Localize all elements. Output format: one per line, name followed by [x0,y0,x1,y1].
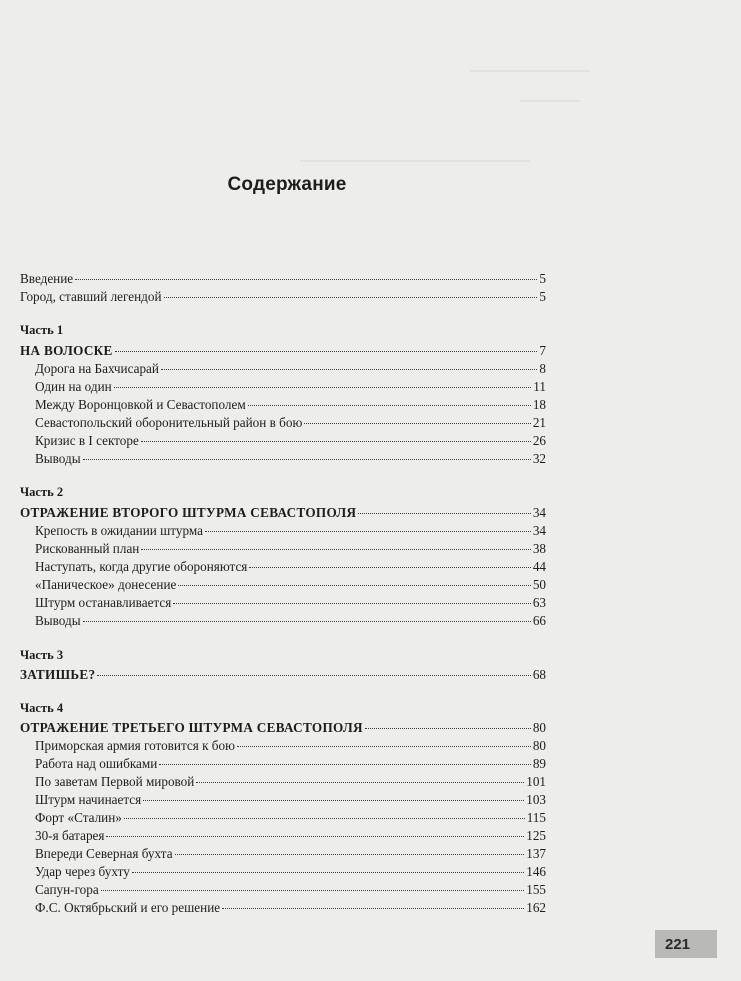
dot-leader [106,835,524,837]
toc-entry [35,864,546,882]
dot-leader [141,440,531,442]
toc-entry [35,810,546,828]
toc-entry [35,433,546,451]
entry-page-number: 125 [526,828,546,843]
entry-title: Один на один [35,379,112,394]
dot-leader [178,584,530,586]
page-title: Содержание [227,174,347,195]
dot-leader [141,548,530,550]
toc-entry [20,271,546,289]
entry-page-number: 44 [532,559,546,574]
dot-leader [175,853,525,855]
toc-entry [35,523,546,541]
part-heading-entry [20,505,546,523]
dot-leader [249,566,530,568]
dot-leader [97,674,530,676]
toc-entry [35,756,546,774]
dot-leader [173,602,531,604]
dot-leader [115,350,538,352]
entry-title: Сапун-гора [35,882,99,897]
entry-title: НА ВОЛОСКЕ [20,343,113,358]
dot-leader [161,368,537,370]
entry-page-number: 8 [539,361,546,376]
entry-page-number: 34 [532,505,546,520]
entry-title: Введение [20,271,74,286]
part-heading-entry [20,343,546,361]
entry-title: Удар через бухту [35,864,130,879]
toc-entry [35,900,546,918]
entry-title: Впереди Северная бухта [35,846,173,861]
entry-page-number: 5 [539,271,546,286]
entry-title: Штурм останавливается [35,595,172,610]
entry-title: ОТРАЖЕНИЕ ВТОРОГО ШТУРМА СЕВАСТОПОЛЯ [20,505,357,520]
toc-entry [35,577,546,595]
dot-leader [159,763,531,765]
entry-page-number: 5 [539,289,546,304]
entry-title: Кризис в I секторе [35,433,139,448]
dot-leader [101,889,525,891]
entry-title: Крепость в ожидании штурма [35,523,203,538]
toc-entry [35,828,546,846]
dot-leader [365,727,531,729]
entry-title: Работа над ошибками [35,756,158,771]
bleed-through-mark [470,70,590,72]
toc-entry [35,379,546,397]
dot-leader [75,278,537,280]
entry-page-number: 38 [532,541,546,556]
dot-leader [114,386,532,388]
dot-leader [143,799,524,801]
dot-leader [83,458,531,460]
entry-page-number: 89 [532,756,546,771]
part-label: Часть 2 [20,485,64,499]
entry-title: Между Воронцовкой и Севастополем [35,397,246,412]
entry-page-number: 146 [526,864,546,879]
toc-entry [35,738,546,756]
toc-entry [35,846,546,864]
entry-page-number: 7 [539,343,546,358]
entry-page-number: 66 [532,613,546,628]
toc-entry [35,882,546,900]
dot-leader [205,530,531,532]
entry-page-number: 32 [532,451,546,466]
entry-title: «Паническое» донесение [35,577,177,592]
bleed-through-mark [520,100,580,102]
entry-title: Город, ставший легендой [20,289,162,304]
entry-title: Ф.С. Октябрьский и его решение [35,900,221,915]
entry-page-number: 162 [526,900,546,915]
dot-leader [237,745,531,747]
toc-entry [35,361,546,379]
part-label: Часть 1 [20,323,64,337]
entry-page-number: 80 [532,720,546,735]
dot-leader [164,296,538,298]
entry-page-number: 50 [532,577,546,592]
dot-leader [358,512,530,514]
entry-page-number: 63 [532,595,546,610]
entry-page-number: 26 [532,433,546,448]
toc-entry [20,289,546,307]
entry-page-number: 18 [532,397,546,412]
toc-entry [35,415,546,433]
dot-leader [304,422,531,424]
entry-page-number: 80 [532,738,546,753]
entry-page-number: 137 [526,846,546,861]
part-heading-entry [20,667,546,685]
toc-entry [35,595,546,613]
entry-title: ЗАТИШЬЕ? [20,667,96,682]
toc-entry [35,559,546,577]
entry-title: По заветам Первой мировой [35,774,195,789]
entry-page-number: 34 [532,523,546,538]
entry-title: ОТРАЖЕНИЕ ТРЕТЬЕГО ШТУРМА СЕВАСТОПОЛЯ [20,720,363,735]
toc-entry [35,774,546,792]
entry-title: Дорога на Бахчисарай [35,361,159,376]
entry-page-number: 21 [532,415,546,430]
toc-entry [35,613,546,631]
entry-page-number: 11 [533,379,546,394]
dot-leader [222,907,524,909]
entry-title: Наступать, когда другие обороняются [35,559,248,574]
entry-page-number: 103 [526,792,546,807]
bleed-through-mark [300,160,530,162]
dot-leader [83,620,531,622]
entry-page-number: 68 [532,667,546,682]
toc-entry [35,451,546,469]
entry-page-number: 155 [526,882,546,897]
entry-title: Рискованный план [35,541,140,556]
entry-title: Штурм начинается [35,792,142,807]
entry-page-number: 115 [526,810,546,825]
entry-title: Выводы [35,451,81,466]
part-heading-entry [20,720,546,738]
entry-page-number: 101 [526,774,546,789]
dot-leader [132,871,524,873]
part-label: Часть 4 [20,701,64,715]
entry-title: Форт «Сталин» [35,810,122,825]
entry-title: Приморская армия готовится к бою [35,738,235,753]
part-label: Часть 3 [20,648,64,662]
entry-title: Севастопольский оборонительный район в бою [35,415,303,430]
toc-entry [35,792,546,810]
dot-leader [124,817,525,819]
dot-leader [248,404,531,406]
entry-title: Выводы [35,613,81,628]
dot-leader [196,781,524,783]
entry-title: 30-я батарея [35,828,105,843]
toc-entry [35,397,546,415]
toc-entry [35,541,546,559]
page-number: 221 [655,930,717,958]
